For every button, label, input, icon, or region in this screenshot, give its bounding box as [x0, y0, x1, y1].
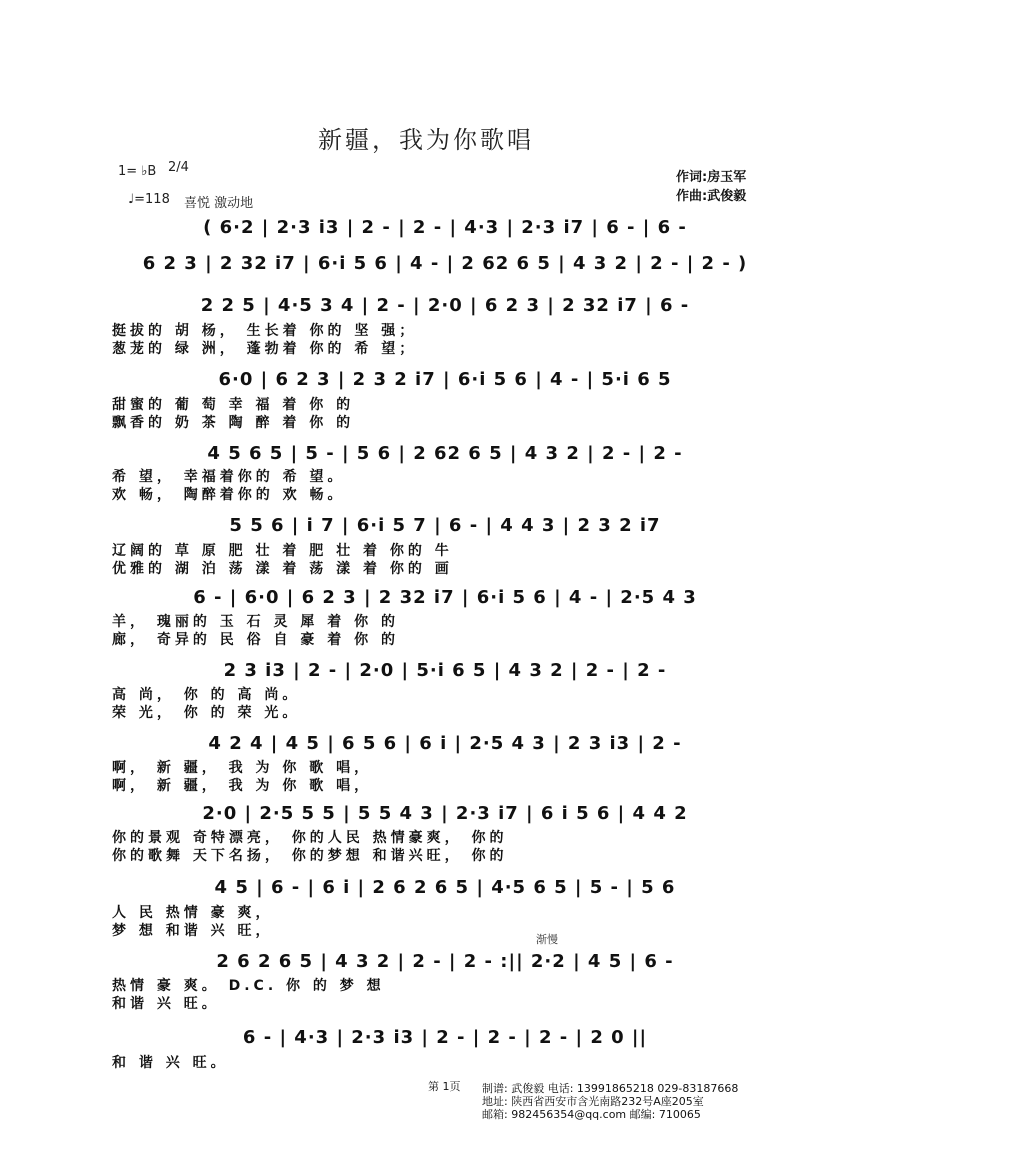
lyric-verse-2: 啊， 新 疆， 我 为 你 歌 唱， — [112, 778, 373, 794]
lyric-verse-1: 人 民 热情 豪 爽， — [112, 905, 274, 921]
lyric-verse-2: 飘香的 奶 茶 陶 醉 着 你 的 — [112, 415, 355, 431]
lyricist-credit: 作词:房玉军 — [676, 170, 747, 185]
lyric-line — [112, 703, 778, 721]
staff-notes: 6 - | 4·3 | 2·3 i3 | 2 - | 2 - | 2 - | 2 0 || — [242, 1026, 648, 1048]
lyric-line — [112, 485, 778, 503]
lyric-line — [112, 758, 778, 776]
composer-credit: 作曲:武俊毅 — [676, 189, 747, 204]
staff-notes: 4 5 6 5 | 5 - | 5 6 | 2 62 6 5 | 4 3 2 | 2 - | 2 - — [207, 442, 683, 464]
lyric-verse-1: 希 望， 幸福着你的 希 望。 — [112, 469, 346, 485]
footer-address: 地址: 陕西省西安市含光南路232号A座205室 — [482, 1095, 704, 1108]
page-number: 第 1页 — [428, 1080, 461, 1093]
lyric-line — [112, 828, 778, 846]
staff-notes: 2 2 5 | 4·5 3 4 | 2 - | 2·0 | 6 2 3 | 2 32 i7 | 6 - — [200, 294, 690, 316]
staff-notes: 2 3 i3 | 2 - | 2·0 | 5·i 6 5 | 4 3 2 | 2 - | 2 - — [223, 659, 667, 681]
staff-notes: 2·0 | 2·5 5 5 | 5 5 4 3 | 2·3 i7 | 6 i 5 6 | 4 4 2 — [202, 802, 688, 824]
lyric-verse-2: 和谐 兴 旺。 — [112, 996, 220, 1012]
lyric-line — [112, 994, 778, 1012]
staff-line — [112, 207, 778, 247]
lyric-line — [112, 395, 778, 413]
lyric-verse-2: 葱茏的 绿 洲， 蓬勃着 你的 希 望； — [112, 341, 418, 357]
ritardando-mark: 渐慢 — [536, 933, 558, 946]
staff-line — [112, 359, 778, 399]
tempo-marking: ♩=118 — [128, 192, 170, 207]
lyric-line — [112, 321, 778, 339]
lyric-line — [112, 612, 778, 630]
lyric-verse-1: 和 谐 兴 旺。 — [112, 1055, 229, 1071]
lyric-line — [112, 846, 778, 864]
lyric-verse-2: 欢 畅， 陶醉着你的 欢 畅。 — [112, 487, 346, 503]
staff-line — [112, 505, 778, 545]
lyric-verse-1: 羊， 瑰丽的 玉 石 灵 犀 着 你 的 — [112, 614, 399, 630]
lyric-verse-2: 你的歌舞 天下名扬， 你的梦想 和谐兴旺， 你的 — [112, 848, 508, 864]
lyric-line — [112, 903, 778, 921]
time-signature: 2/4 — [168, 160, 189, 175]
staff-notes: ( 6·2 | 2·3 i3 | 2 - | 2 - | 4·3 | 2·3 i7 | 6 - | 6 - — [203, 216, 687, 238]
lyric-verse-2: 廊， 奇异的 民 俗 自 豪 着 你 的 — [112, 632, 399, 648]
lyric-verse-2: 梦 想 和谐 兴 旺， — [112, 923, 274, 939]
staff-line — [112, 867, 778, 907]
staff-notes: 4 5 | 6 - | 6 i | 2 6 2 6 5 | 4·5 6 5 | 5 - | 5 6 — [214, 876, 676, 898]
staff-line — [112, 1017, 778, 1057]
staff-notes: 6 2 3 | 2 32 i7 | 6·i 5 6 | 4 - | 2 62 6 5 | 4 3 2 | 2 - | 2 - ) — [142, 252, 748, 274]
footer-email: 邮箱: 982456354@qq.com 邮编: 710065 — [482, 1108, 701, 1121]
footer-contact: 制谱: 武俊毅 电话: 13991865218 029-83187668 — [482, 1082, 739, 1095]
lyric-verse-1: 辽阔的 草 原 肥 壮 着 肥 壮 着 你的 牛 — [112, 543, 453, 559]
lyric-line — [112, 921, 778, 939]
lyric-verse-1: 啊， 新 疆， 我 为 你 歌 唱， — [112, 760, 373, 776]
lyric-line — [112, 1053, 778, 1071]
lyric-line — [112, 339, 778, 357]
lyric-verse-2: 优雅的 湖 泊 荡 漾 着 荡 漾 着 你的 画 — [112, 561, 453, 577]
lyric-line — [112, 685, 778, 703]
key-signature: 1= ♭B — [118, 164, 157, 179]
staff-notes: 2 6 2 6 5 | 4 3 2 | 2 - | 2 - :|| 2·2 | 4 5 | 6 - — [216, 950, 674, 972]
lyric-verse-1: 你的景观 奇特漂亮， 你的人民 热情豪爽， 你的 — [112, 830, 508, 846]
staff-notes: 5 5 6 | i 7 | 6·i 5 7 | 6 - | 4 4 3 | 2 3 2 i7 — [229, 514, 661, 536]
lyric-verse-2: 荣 光， 你 的 荣 光。 — [112, 705, 301, 721]
staff-notes: 6 - | 6·0 | 6 2 3 | 2 32 i7 | 6·i 5 6 | 4 - | 2·5 4 3 — [193, 586, 697, 608]
lyric-line — [112, 541, 778, 559]
lyric-line — [112, 976, 778, 994]
staff-line — [112, 243, 778, 283]
lyric-line — [112, 776, 778, 794]
lyric-verse-1: 热情 豪 爽。 D.C. 你 的 梦 想 — [112, 978, 385, 994]
lyric-line — [112, 467, 778, 485]
staff-notes: 6·0 | 6 2 3 | 2 3 2 i7 | 6·i 5 6 | 4 - | 5·i 6 5 — [218, 368, 672, 390]
staff-notes: 4 2 4 | 4 5 | 6 5 6 | 6 i | 2·5 4 3 | 2 3 i3 | 2 - — [208, 732, 682, 754]
lyric-line — [112, 559, 778, 577]
lyric-line — [112, 630, 778, 648]
lyric-line — [112, 413, 778, 431]
staff-line — [112, 285, 778, 325]
lyric-verse-1: 挺拔的 胡 杨， 生长着 你的 坚 强； — [112, 323, 418, 339]
lyric-verse-1: 高 尚， 你 的 高 尚。 — [112, 687, 301, 703]
expression-marking: 喜悦 激动地 — [184, 196, 254, 211]
lyric-verse-1: 甜蜜的 葡 萄 幸 福 着 你 的 — [112, 397, 355, 413]
song-title: 新疆，我为你歌唱 — [318, 126, 534, 154]
